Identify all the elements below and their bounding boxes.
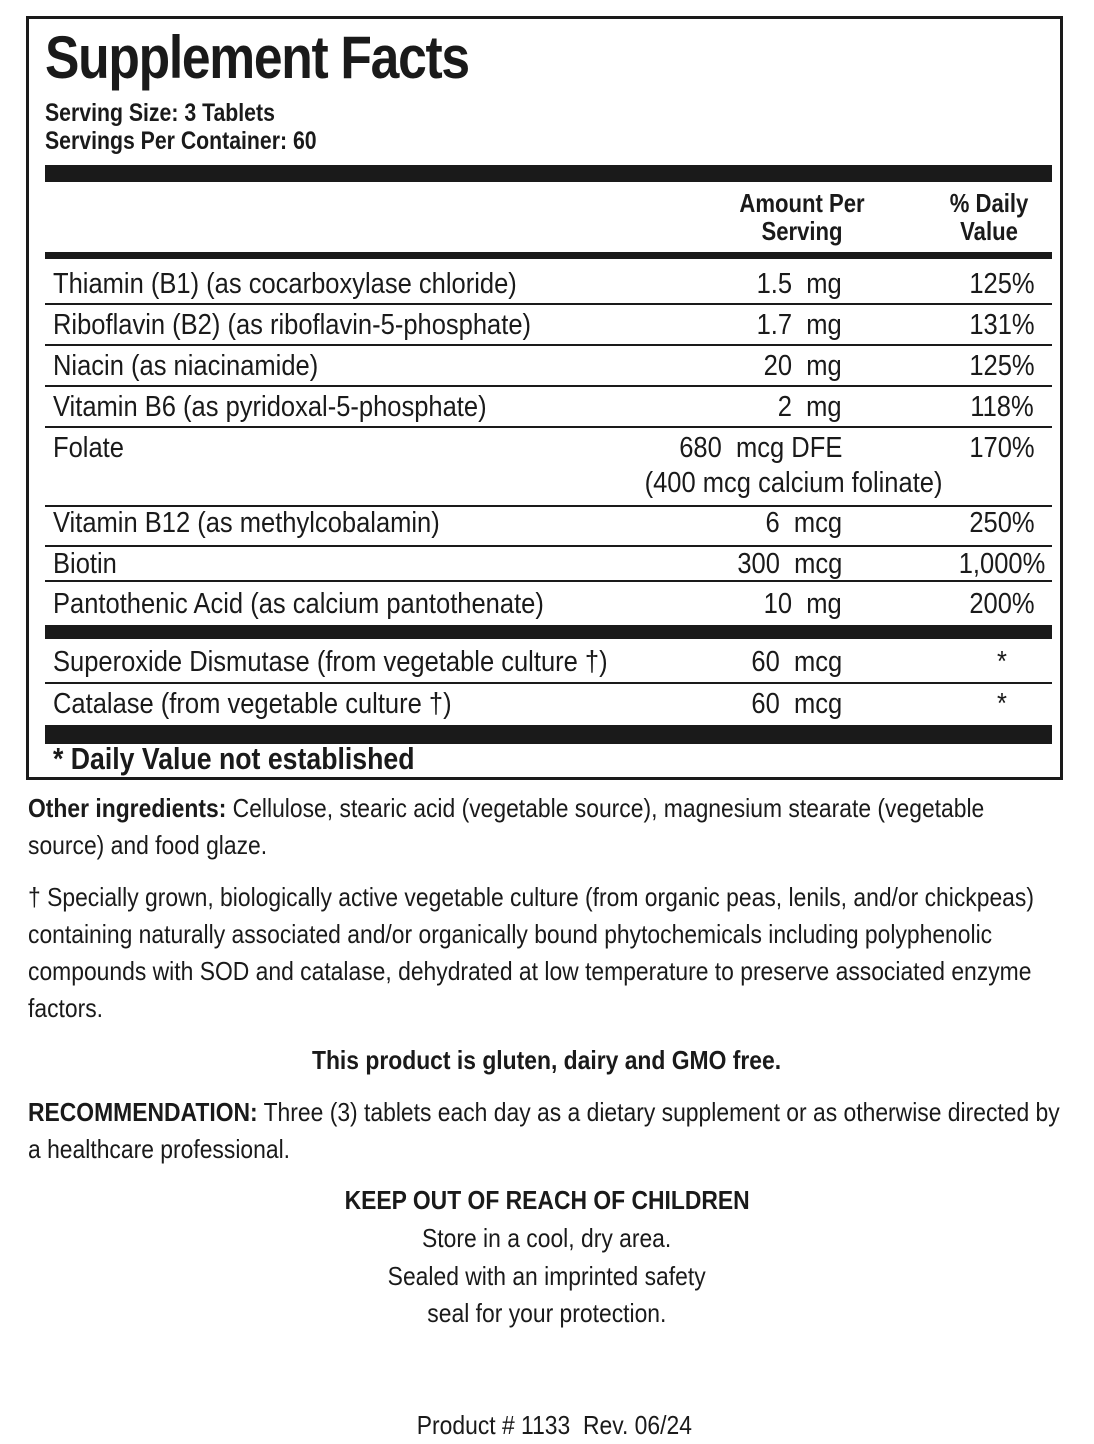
nutrient-name: Biotin: [53, 548, 117, 580]
ingredient-amount: 60 mcg: [751, 688, 842, 720]
amount-header: Amount Per Serving: [739, 188, 865, 246]
nutrient-amount: 300 mcg: [737, 548, 842, 580]
nutrient-dv: 125%: [969, 268, 1035, 300]
nutrient-dv: 1,000%: [958, 548, 1046, 580]
nutrient-name: Folate: [53, 432, 124, 464]
storage-line-1: Store in a cool, dry area.: [422, 1223, 672, 1253]
serving-size: Serving Size: 3 Tablets: [45, 99, 275, 127]
nutrient-amount: 1.5 mg: [756, 268, 842, 300]
daily-value-footnote: * Daily Value not established: [53, 741, 415, 776]
nutrient-dv: 200%: [969, 588, 1035, 620]
other-ingredients: [28, 790, 1068, 864]
ingredient-dv: *: [997, 646, 1007, 678]
free-statement: This product is gluten, dairy and GMO free.: [312, 1045, 782, 1075]
nutrient-amount: 6 mcg: [765, 507, 842, 539]
nutrient-amount: 680 mcg DFE: [678, 432, 842, 464]
nutrient-source-note: (400 mcg calcium folinate): [644, 467, 942, 499]
dagger-note: † Specially grown, biologically active vegetable culture (from organic peas, lenils, and/or chickpeas) containing naturally associated and/or organically bound phytochemicals including polyphenolic compounds with SOD and catalase, dehydrated at low temperature to preserve associated enzyme factors.: [28, 882, 1034, 1023]
ingredient-row: [45, 683, 1052, 723]
storage-line-3: seal for your protection.: [427, 1298, 667, 1328]
supplement-facts-panel: [26, 16, 1063, 780]
other-ingredients-text: Cellulose, stearic acid (vegetable source), magnesium stearate (vegetable source) and food glaze.: [28, 793, 985, 860]
nutrient-amount: 20 mg: [763, 350, 842, 382]
nutrient-row: [45, 583, 1052, 623]
nutrient-row: [45, 345, 1052, 385]
nutrient-amount: 1.7 mg: [756, 309, 842, 341]
nutrient-row: [45, 263, 1052, 303]
row-divider: [45, 580, 1052, 582]
header-rule: [45, 252, 1052, 259]
recommendation: [28, 1094, 1068, 1168]
child-warning: KEEP OUT OF REACH OF CHILDREN: [344, 1185, 750, 1215]
nutrient-row: [45, 543, 1052, 583]
nutrient-name: Pantothenic Acid (as calcium pantothenate): [53, 588, 544, 620]
nutrient-row: [45, 304, 1052, 344]
nutrient-name: Vitamin B6 (as pyridoxal-5-phosphate): [53, 391, 487, 423]
panel-title: Supplement Facts: [45, 24, 469, 91]
recommendation-text: Three (3) tablets each day as a dietary supplement or as otherwise directed by a healthcare professional.: [28, 1097, 1060, 1164]
ingredient-amount: 60 mcg: [751, 646, 842, 678]
ingredient-name: Catalase (from vegetable culture †): [53, 688, 452, 720]
nutrient-name: Riboflavin (B2) (as riboflavin-5-phosphate): [53, 309, 532, 341]
nutrient-row: [45, 386, 1052, 426]
product-code: Product # 1133 Rev. 06/24: [416, 1410, 692, 1440]
ingredient-dv: *: [997, 688, 1007, 720]
recommendation-label: RECOMMENDATION:: [28, 1097, 258, 1127]
daily-value-header: % Daily Value: [949, 188, 1029, 246]
nutrient-name: Niacin (as niacinamide): [53, 350, 319, 382]
nutrient-dv: 250%: [969, 507, 1035, 539]
other-ingredients-label: Other ingredients:: [28, 793, 227, 823]
nutrient-dv: 170%: [969, 432, 1035, 464]
header-bar: [45, 165, 1052, 182]
section-bar: [45, 625, 1052, 639]
storage-line-2: Sealed with an imprinted safety: [388, 1261, 706, 1291]
ingredient-row: [45, 641, 1052, 681]
nutrient-row: [45, 502, 1052, 542]
nutrient-dv: 118%: [970, 391, 1034, 423]
nutrient-dv: 131%: [969, 309, 1035, 341]
nutrient-row: [45, 427, 1052, 505]
nutrient-amount: 2 mg: [778, 391, 842, 423]
nutrient-dv: 125%: [969, 350, 1035, 382]
nutrient-amount: 10 mg: [763, 588, 842, 620]
nutrient-name: Thiamin (B1) (as cocarboxylase chloride): [53, 268, 517, 300]
servings-per-container: Servings Per Container: 60: [45, 127, 317, 155]
ingredient-name: Superoxide Dismutase (from vegetable culture †): [53, 646, 608, 678]
nutrient-name: Vitamin B12 (as methylcobalamin): [53, 507, 440, 539]
